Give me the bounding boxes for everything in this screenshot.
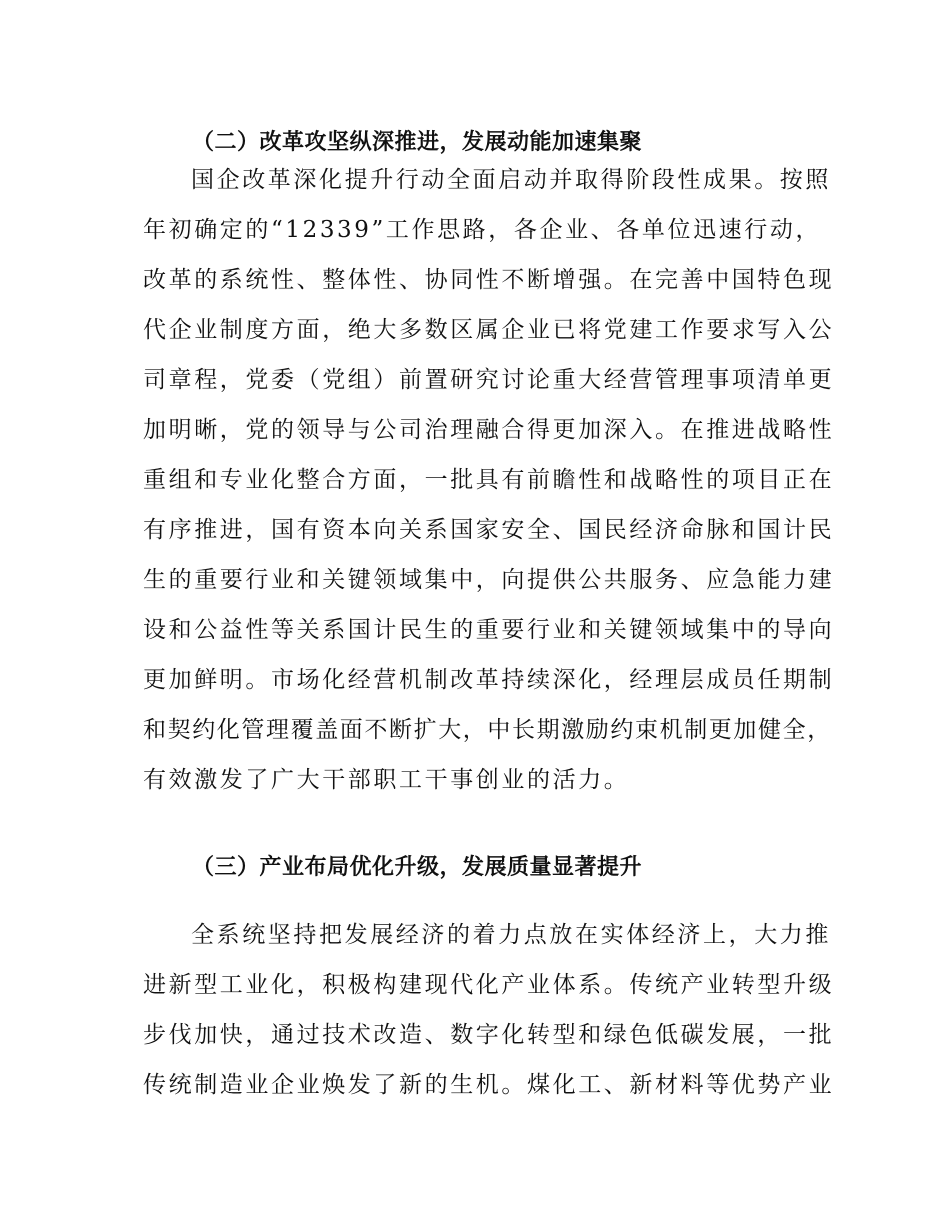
section-3-heading: （三）产业布局优化升级，发展质量显著提升 xyxy=(192,855,643,880)
section-3-line-2: 进新型工业化，积极构建现代化产业体系。传统产业转型升级 xyxy=(143,972,835,998)
section-2-line-6: 加明晰，党的领导与公司治理融合得更加深入。在推进战略性 xyxy=(143,417,835,443)
section-2-heading: （二）改革攻坚纵深推进，发展动能加速集聚 xyxy=(192,130,643,155)
section-2-line-12: 和契约化管理覆盖面不断扩大，中长期激励约束机制更加健全， xyxy=(143,717,832,743)
section-2-line-5: 司章程，党委（党组）前置研究讨论重大经营管理事项清单更 xyxy=(143,367,835,393)
section-2-line-10: 设和公益性等关系国计民生的重要行业和关键领域集中的导向 xyxy=(143,617,835,643)
section-2-line-1: 国企改革深化提升行动全面启动并取得阶段性成果。按照 xyxy=(191,167,831,193)
section-3-line-1: 全系统坚持把发展经济的着力点放在实体经济上，大力推 xyxy=(191,922,831,948)
section-2-line-8: 有序推进，国有资本向关系国家安全、国民经济命脉和国计民 xyxy=(143,517,835,543)
section-3-line-4: 传统制造业企业焕发了新的生机。煤化工、新材料等优势产业 xyxy=(143,1072,835,1098)
section-2-line-4: 代企业制度方面，绝大多数区属企业已将党建工作要求写入公 xyxy=(143,317,835,343)
section-2-line-11: 更加鲜明。市场化经营机制改革持续深化，经理层成员任期制 xyxy=(143,667,835,693)
section-2-line-13: 有效激发了广大干部职工干事创业的活力。 xyxy=(143,767,630,793)
section-2-line-9: 生的重要行业和关键领域集中，向提供公共服务、应急能力建 xyxy=(143,567,835,593)
section-2-line-2: 年初确定的“12339”工作思路，各企业、各单位迅速行动， xyxy=(143,217,822,243)
section-2-line-7: 重组和专业化整合方面，一批具有前瞻性和战略性的项目正在 xyxy=(143,467,835,493)
section-2-line-3: 改革的系统性、整体性、协同性不断增强。在完善中国特色现 xyxy=(143,267,835,293)
section-3-line-3: 步伐加快，通过技术改造、数字化转型和绿色低碳发展，一批 xyxy=(143,1022,835,1048)
